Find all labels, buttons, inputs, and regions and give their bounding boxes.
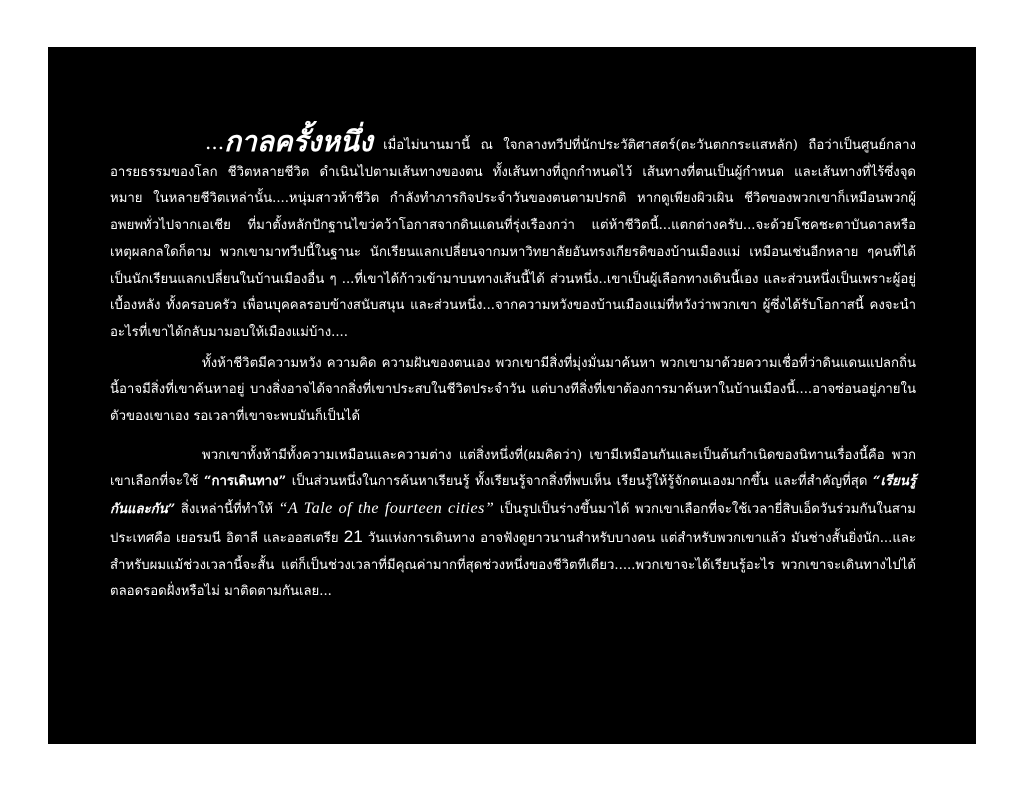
quote-tale-title: “A Tale of the fourteen cities” [278,500,495,518]
paragraph-journey [110,443,916,606]
quote-learn-each-other: “เรียนรู้กันและกัน” [110,474,916,518]
journey-text-d: เป็นรูปเป็นร่างขึ้นมาได้ พวกเขาเลือกที่จะใช้เวลายี่สิบเอ็ดวันร่วมกันในสามประเทศคือ เยอรมนี อิตาลี และออสเตรีย [110,502,917,546]
quote-travel: “การเดินทาง” [203,474,287,490]
journey-text-a: พวกเขาทั้งห้ามีทั้งความเหมือนและความต่าง แต่สิ่งหนึ่งที่(ผมคิดว่า) เขามีเหมือนกันและเป็นต้นกำเนิดของนิทานเรื่องนี้คือ พวกเขาเลือกที่จะใช้ [110,447,916,490]
journey-text-e: วันแห่งการเดินทาง อาจฟังดูยาวนานสำหรับบางคน แต่สำหรับพวกเขาแล้ว มันช่างสั้นยิ่งนัก...และสำหรับผมแม้ช่วงเวลานี้จะสั้น แต่ก็เป็นช่วงเวลาที่มีคุณค่ามากที่สุดช่วงหนึ่งของชีวิตทีเดียว.....พวกเขาจะได้เรียนรู้อะไร พวกเขาจะเดินทางไปได้ตลอดรอดฝั่งหรือไม่ มาติดตามกันเลย... [110,530,916,600]
heading-ellipsis: ... [205,130,225,154]
days-number: 21 [343,526,363,546]
document-page [48,47,976,744]
journey-text-c: สิ่งเหล่านี้ที่ทำให้ [180,502,273,518]
heading-title: กาลครั้งหนึ่ง [224,125,373,158]
paragraph-opening [110,125,916,347]
paragraph-hopes: ทั้งห้าชีวิตมีความหวัง ความคิด ความฝันของตนเอง พวกเขามีสิ่งที่มุ่งมั่นมาค้นหา พวกเขามาด้วยความเชื่อที่ว่าดินแดนแปลกถิ่นนี้อาจมีสิ่งที่เขาค้นหาอยู่ บางสิ่งอาจได้จากสิ่งที่เขาประสบในชีวิตประจำวัน แต่บางทีสิ่งที่เขาต้องการมาค้นหาในบ้านเมืองนี้....อาจซ่อนอยู่ภายในตัวของเขาเอง รอเวลาที่เขาจะพบมันก็เป็นได้ [110,355,916,425]
paragraph-opening-text: เมื่อไม่นานมานี้ ณ ใจกลางทวีปที่นักประวัติศาสตร์(ตะวันตกกระแสหลัก) ถือว่าเป็นศูนย์กลางอารยธรรมของโลก ชีวิตหลายชีวิต ดำเนินไปตามเส้นทางของตน ทั้งเส้นทางที่ถูกกำหนดไว้ เส้นทางที่ตนเป็นผู้กำหนด และเส้นทางที่ไร้ซึ่งจุดหมาย ในหลายชีวิตเหล่านั้น....หนุ่มสาวห้าชีวิต กำลังทำภารกิจประจำวันของตนตามปรกติ หากดูเพียงผิวเผิน ชีวิตของพวกเขาก็เหมือนพวกผู้อพยพทั่วไปจากเอเชีย ที่มาตั้งหลักปักฐานไขว่คว้าโอกาสจากดินแดนที่รุ่งเรืองกว่า แต่ห้าชีวิตนี้...แตกต่างครับ...จะด้วยโชคชะตาบันดาลหรือเหตุผลกลใดก็ตาม พวกเขามาทวีปนี้ในฐานะ นักเรียนแลกเปลี่ยนจากมหาวิทยาลัยอันทรงเกียรติของบ้านเมืองแม่ เหมือนเช่นอีกหลาย ๆคนที่ได้เป็นนักเรียนแลกเปลี่ยนในบ้านเมืองอื่น ๆ ...ที่เขาได้ก้าวเข้ามาบนทางเส้นนี้ได้ ส่วนหนึ่ง..เขาเป็นผู้เลือกทางเดินนี้เอง และส่วนหนึ่งเป็นเพราะผู้อยู่เบื้องหลัง ทั้งครอบครัว เพื่อนบุคคลรอบข้างสนับสนุน และส่วนหนึ่ง...จากความหวังของบ้านเมืองแม่ที่หวังว่าพวกเขา ผู้ซึ่งได้รับโอกาสนี้ คงจะนำอะไรที่เขาได้กลับมามอบให้เมืองแม่บ้าง.... [110,138,916,340]
journey-text-b: เป็นส่วนหนึ่งในการค้นหาเรียนรู้ ทั้งเรียนรู้จากสิ่งที่พบเห็น เรียนรู้ให้รู้จักตนเองมากขึ้น และที่สำคัญที่สุด [291,474,868,490]
